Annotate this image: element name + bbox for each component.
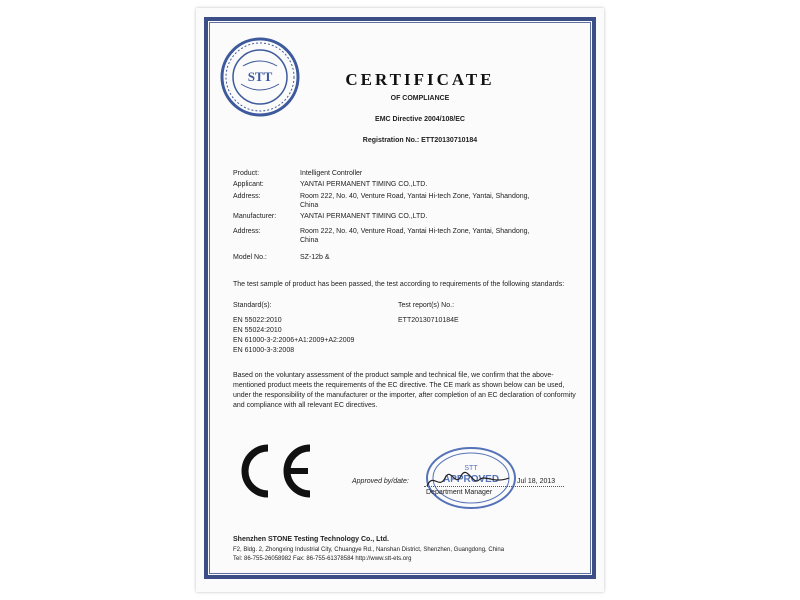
manufacturer-label: Manufacturer: xyxy=(233,213,277,220)
manufacturer-address-label: Address: xyxy=(233,228,261,235)
applicant-value: YANTAI PERMANENT TIMING CO.,LTD. xyxy=(300,181,428,188)
footer-address: F2, Bldg. 2, Zhongxing Industrial City, Chuangye Rd., Nanshan District, Shenzhen, Guangdong, China xyxy=(233,547,505,553)
certificate-title: CERTIFICATE xyxy=(345,70,495,89)
standard-item: EN 55024:2010 xyxy=(233,327,282,334)
signature-line xyxy=(424,486,564,487)
intro-paragraph: The test sample of product has been passed, the test according to requirements of the following standards: xyxy=(233,281,565,288)
ce-mark-icon xyxy=(232,442,316,500)
manufacturer-address-value: Room 222, No. 40, Venture Road, Yantai Hi-tech Zone, Yantai, Shandong, China xyxy=(300,228,530,244)
test-reports-label: Test report(s) No.: xyxy=(398,302,455,309)
registration-number: Registration No.: ETT20130710184 xyxy=(362,137,478,144)
applicant-address-value: Room 222, No. 40, Venture Road, Yantai Hi-tech Zone, Yantai, Shandong, China xyxy=(300,193,530,209)
product-label: Product: xyxy=(233,170,260,177)
footer-company: Shenzhen STONE Testing Technology Co., Ltd. xyxy=(233,536,389,543)
test-report-number: ETT20130710184E xyxy=(398,317,459,324)
stamp-top-text: STT xyxy=(464,465,478,472)
manufacturer-value: YANTAI PERMANENT TIMING CO.,LTD. xyxy=(300,213,428,220)
approval-date: Jul 18, 2013 xyxy=(517,478,556,485)
department-title: Department Manager xyxy=(426,489,493,496)
product-value: Intelligent Controller xyxy=(300,170,363,177)
applicant-address-label: Address: xyxy=(233,193,261,200)
compliance-statement: Based on the voluntary assessment of the product sample and technical file, we confirm that the above-mentioned product meets the requirements of the EC directive. The CE mark as shown below can be used, under the responsibility of the manufacturer or the importer, after completion of an EC declaration of conformity and compliance with all relevant EC directives. xyxy=(233,372,576,409)
stamp-text: APPROVED xyxy=(442,474,500,485)
directive-line: EMC Directive 2004/108/EC xyxy=(375,116,465,123)
certificate-subtitle: OF COMPLIANCE xyxy=(390,95,450,102)
footer-contact: Tel: 86-755-26058982 Fax: 86-755-61378584 http://www.stt-ets.org xyxy=(233,556,412,562)
seal-text: STT xyxy=(247,69,273,84)
approved-by-label: Approved by/date: xyxy=(352,478,409,485)
stt-seal-icon xyxy=(219,36,301,118)
standard-item: EN 55022:2010 xyxy=(233,317,282,324)
applicant-label: Applicant: xyxy=(233,181,264,188)
standards-label: Standard(s): xyxy=(233,302,272,309)
model-value: SZ-12b & xyxy=(300,254,330,261)
standard-item: EN 61000-3-3:2008 xyxy=(233,347,295,354)
standard-item: EN 61000-3-2:2006+A1:2009+A2:2009 xyxy=(233,337,355,344)
model-label: Model No.: xyxy=(233,254,267,261)
